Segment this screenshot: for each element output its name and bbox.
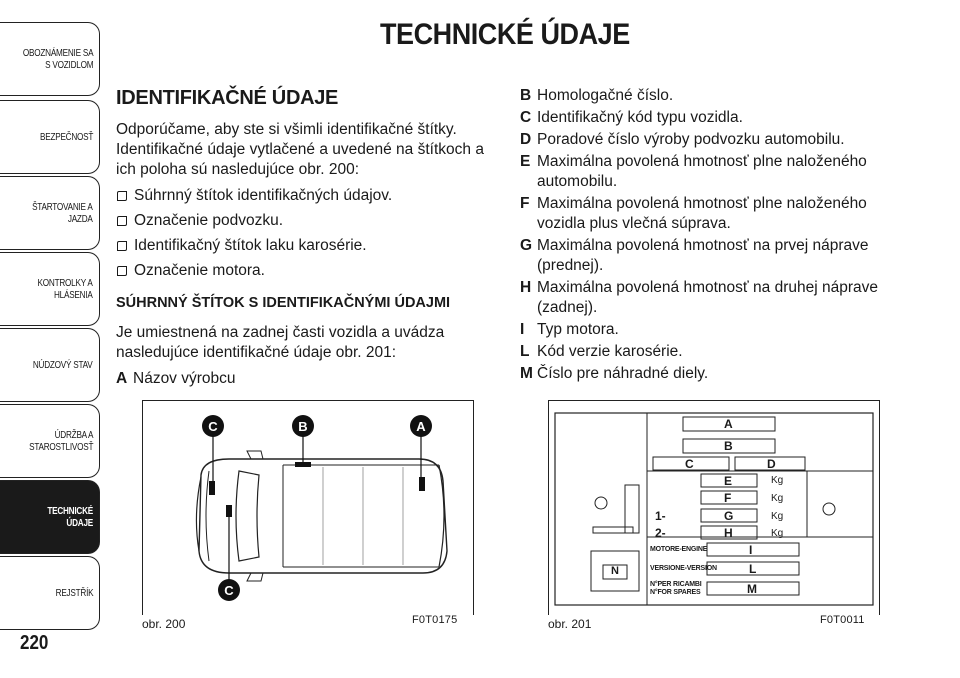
tab-label: ŠTARTOVANIE A JAZDA — [32, 201, 93, 225]
axle-row-1: 1- — [655, 509, 666, 523]
figure-code: F0T0011 — [820, 614, 865, 626]
plate-text-engine: MOTORE-ENGINE — [650, 546, 708, 553]
unit-kg: Kg — [771, 493, 784, 504]
checkbox-bullet-icon — [117, 241, 127, 251]
page-title: TECHNICKÉ ÚDAJE — [380, 18, 630, 51]
plate-label-a: A — [724, 417, 733, 431]
tab-technicke-udaje[interactable] — [0, 480, 100, 554]
figure-code: F0T0175 — [412, 614, 458, 626]
figure-caption: obr. 200 — [142, 617, 186, 631]
right-column — [520, 86, 905, 386]
definition-item: H Maximálna povolená hmotnosť na druhej náprave (zadnej). — [520, 279, 878, 316]
plate-label-l: L — [749, 562, 757, 576]
item-letter: A — [116, 370, 128, 387]
definition-item: F Maximálna povolená hmotnosť plne naloženého vozidla plus vlečná súprava. — [520, 195, 867, 232]
plate-label-f: F — [724, 491, 732, 505]
tab-label: NÚDZOVÝ STAV — [33, 359, 93, 371]
plate-label-c: C — [685, 457, 694, 471]
list-item: Označenie motora. — [116, 261, 501, 281]
checkbox-bullet-icon — [117, 191, 127, 201]
list-item: Identifikačný štítok laku karosérie. — [116, 236, 501, 256]
plate-label-e: E — [724, 474, 733, 488]
tab-startovanie[interactable] — [0, 176, 100, 250]
subsection-heading: SÚHRNNÝ ŠTÍTOK S IDENTIFIKAČNÝMI ÚDAJMI — [116, 295, 451, 311]
plate-label-d: D — [767, 457, 776, 471]
marker-c-top: C — [202, 415, 224, 437]
tab-kontrolky[interactable] — [0, 252, 100, 326]
definition-item: L Kód verzie karosérie. — [520, 343, 683, 360]
tab-label: ÚDRŽBA A STAROSTLIVOSŤ — [28, 429, 93, 453]
plate-label-g: G — [724, 509, 734, 523]
tab-oboznamenie[interactable] — [0, 22, 100, 96]
tab-rejstrik[interactable] — [0, 556, 100, 630]
plate-label-h: H — [724, 526, 733, 540]
plate-label-n: N — [611, 565, 619, 577]
definition-item: D Poradové číslo výroby podvozku automobilu. — [520, 131, 845, 148]
tab-label: REJSTŘÍK — [55, 587, 93, 599]
item-text: Názov výrobcu — [133, 370, 236, 387]
tab-udrzba[interactable] — [0, 404, 100, 478]
tab-label: TECHNICKÉ ÚDAJE — [47, 505, 93, 529]
plate-text-version: VERSIONE-VERSION — [650, 565, 717, 572]
page-number: 220 — [20, 632, 49, 654]
checkbox-bullet-icon — [117, 216, 127, 226]
axle-row-2: 2- — [655, 526, 666, 540]
plate-label-b: B — [724, 439, 733, 453]
plate-label-i: I — [749, 543, 753, 557]
tab-label: OBOZNÁMENIE SA S VOZIDLOM — [22, 47, 93, 71]
marker-b: B — [292, 415, 314, 437]
definition-item: I Typ motora. — [520, 321, 619, 338]
figure-201 — [548, 400, 880, 632]
figure-caption: obr. 201 — [548, 617, 592, 631]
list-item: Súhrnný štítok identifikačných údajov. — [116, 186, 501, 206]
plate-label-m: M — [747, 582, 757, 596]
intro-paragraph: Odporúčame, aby ste si všimli identifikačné štítky. Identifikačné údaje vytlačené a uvedené na štítkoch a ich poloha sú nasledujúce obr. 200: — [116, 121, 484, 178]
plate-text-spares-1: N°PER RICAMBI — [650, 581, 702, 588]
definition-item: E Maximálna povolená hmotnosť plne naloženého automobilu. — [520, 153, 867, 190]
checkbox-bullet-icon — [117, 266, 127, 276]
definition-item: B Homologačné číslo. — [520, 87, 674, 104]
tab-label: BEZPEČNOSŤ — [39, 131, 93, 143]
definition-item: G Maximálna povolená hmotnosť na prvej náprave (prednej). — [520, 237, 869, 274]
id-plate-illustration — [549, 401, 879, 615]
subsection-paragraph: Je umiestnená na zadnej časti vozidla a uvádza nasledujúce identifikačné údaje obr. 201: — [116, 324, 445, 361]
figure-200 — [142, 400, 474, 632]
left-column — [116, 86, 501, 391]
marker-c-bottom: C — [218, 579, 240, 601]
definition-item: M Číslo pre náhradné diely. — [520, 365, 709, 382]
unit-kg: Kg — [771, 475, 784, 486]
unit-kg: Kg — [771, 511, 784, 522]
definition-item: C Identifikačný kód typu vozidla. — [520, 109, 743, 126]
tab-nudzovy-stav[interactable] — [0, 328, 100, 402]
unit-kg: Kg — [771, 528, 784, 539]
tab-label: KONTROLKY A HLÁSENIA — [37, 277, 93, 301]
marker-a: A — [410, 415, 432, 437]
tab-bezpecnost[interactable] — [0, 100, 100, 174]
definition-item-a — [116, 369, 501, 389]
section-heading: IDENTIFIKAČNÉ ÚDAJE — [116, 87, 339, 109]
list-item: Označenie podvozku. — [116, 211, 501, 231]
plate-text-spares-2: N°FOR SPARES — [650, 589, 701, 596]
